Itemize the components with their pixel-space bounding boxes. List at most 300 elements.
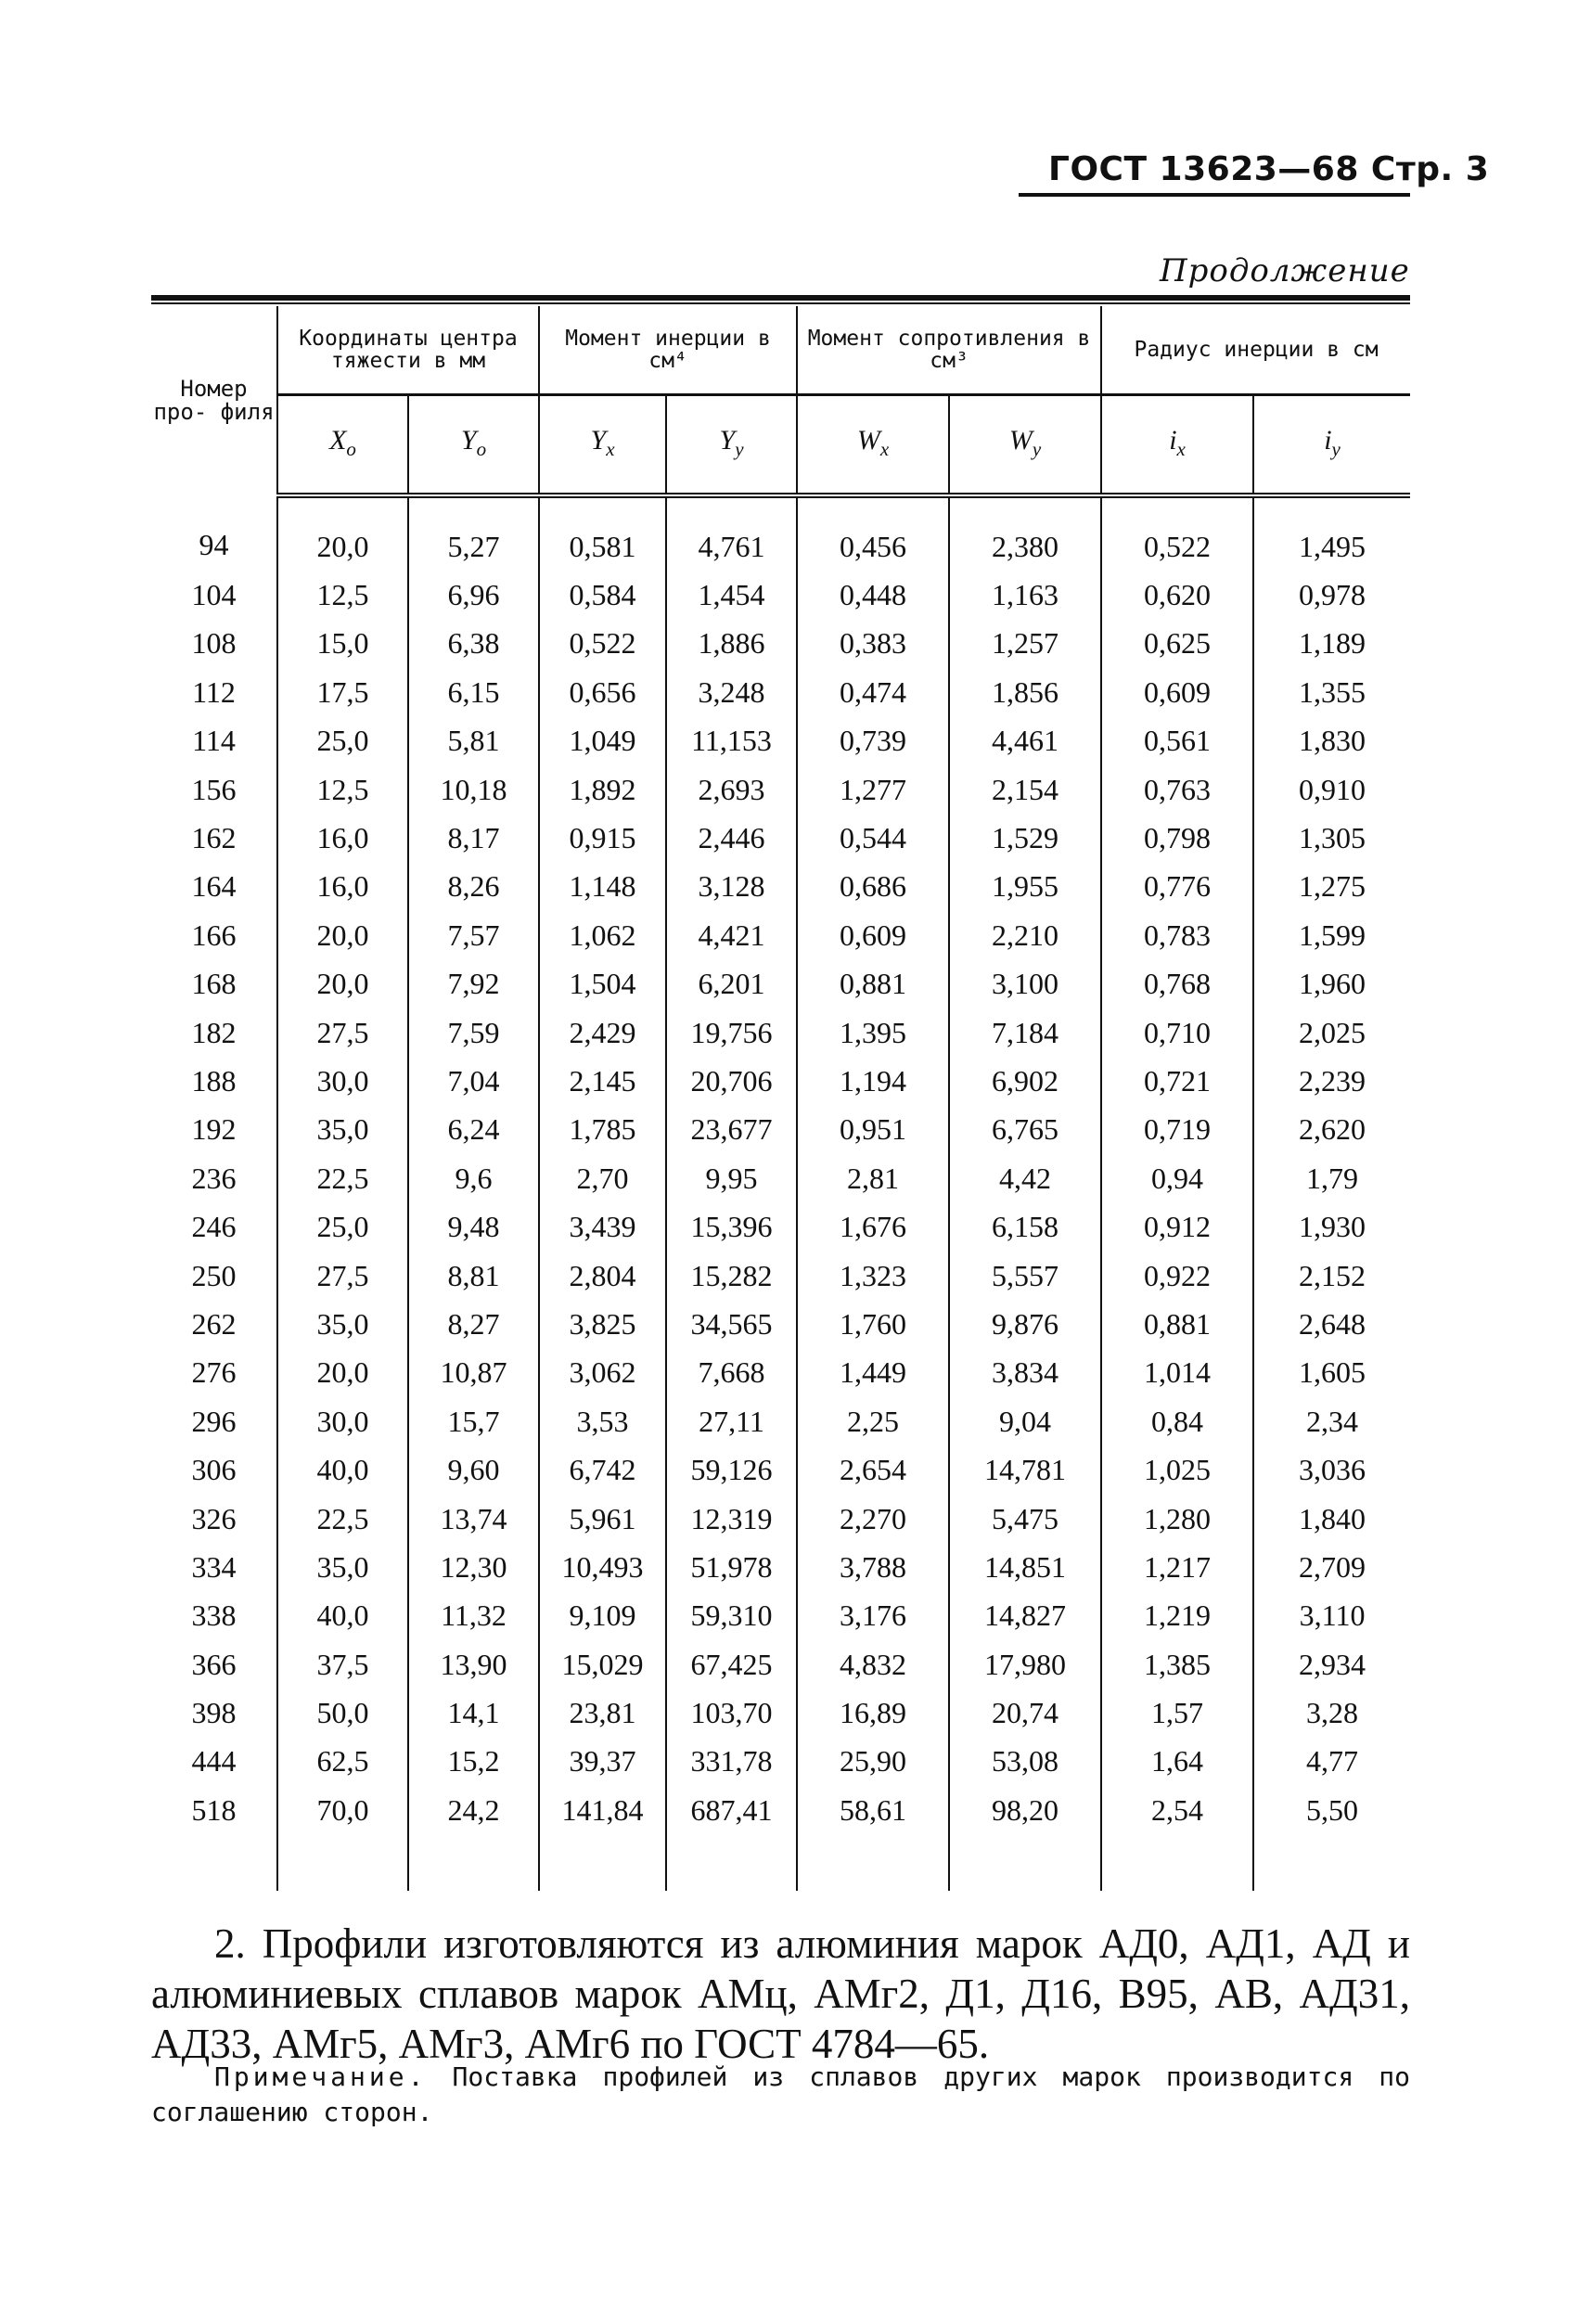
table-cell: 16,0: [277, 863, 408, 911]
table-cell: 0,625: [1101, 620, 1253, 668]
col-y0: $Y_o$: [408, 395, 539, 496]
table-cell: 50,0: [277, 1688, 408, 1737]
table-cell: 0,881: [797, 960, 949, 1008]
table-cell: 6,902: [949, 1057, 1101, 1105]
table-cell: 12,5: [277, 571, 408, 619]
profile-number-cell: 182: [191, 1015, 237, 1049]
table-cell: 0,581: [539, 495, 666, 571]
table-cell: 1,676: [797, 1202, 949, 1251]
table-row: [151, 1445, 1410, 1494]
table-cell: 23,677: [666, 1106, 797, 1154]
table-cell: 6,765: [949, 1106, 1101, 1154]
table-cell: 7,57: [408, 911, 539, 959]
table-cell: 35,0: [277, 1543, 408, 1591]
table-row: [151, 1495, 1410, 1543]
table-cell: 12,30: [408, 1543, 539, 1591]
table-cell: 1,049: [539, 717, 666, 765]
table-row: [151, 495, 1410, 571]
table-cell: 20,74: [949, 1688, 1101, 1737]
table-row: [151, 911, 1410, 959]
table-cell: 3,036: [1253, 1445, 1410, 1494]
header-moment-of-inertia: Момент инерции в см⁴: [539, 306, 797, 395]
table-cell: 2,446: [666, 814, 797, 862]
table-cell: 5,557: [949, 1252, 1101, 1300]
table-cell: 4,42: [949, 1154, 1101, 1202]
spacer-cell: [1101, 1835, 1253, 1891]
table-cell: 20,706: [666, 1057, 797, 1105]
table-cell: 25,0: [277, 717, 408, 765]
col-iy: $i_y$: [1253, 395, 1410, 496]
profile-number-cell: 326: [191, 1501, 237, 1535]
table-cell: 5,961: [539, 1495, 666, 1543]
table-cell: 1,599: [1253, 911, 1410, 959]
table-row: [151, 1008, 1410, 1057]
table-cell: 30,0: [277, 1397, 408, 1445]
table-cell: 2,154: [949, 765, 1101, 814]
table-cell: 1,64: [1101, 1738, 1253, 1786]
table-row: [151, 571, 1410, 619]
table-cell: 0,951: [797, 1106, 949, 1154]
table-cell: 3,834: [949, 1349, 1101, 1397]
profile-number-cell: 168: [191, 967, 237, 1001]
table-cell: 0,763: [1101, 765, 1253, 814]
table-row: [151, 1688, 1410, 1737]
table-cell: 1,785: [539, 1106, 666, 1154]
table-cell: 2,210: [949, 911, 1101, 959]
table-cell: 687,41: [666, 1786, 797, 1834]
table-cell: 23,81: [539, 1688, 666, 1737]
spacer-cell: [151, 1835, 277, 1891]
table-cell: 2,152: [1253, 1252, 1410, 1300]
table-cell: 1,163: [949, 571, 1101, 619]
table-cell: 1,504: [539, 960, 666, 1008]
spacer-cell: [539, 1835, 666, 1891]
table-cell: 7,59: [408, 1008, 539, 1057]
profile-number-cell: 246: [191, 1210, 237, 1244]
col-jy: $Y_y$: [666, 395, 797, 496]
profile-properties-table: [151, 306, 1410, 1891]
table-cell: 3,110: [1253, 1592, 1410, 1640]
table-cell: 14,851: [949, 1543, 1101, 1591]
table-cell: 2,709: [1253, 1543, 1410, 1591]
table-cell: 0,94: [1101, 1154, 1253, 1202]
table-row: [151, 814, 1410, 862]
table-cell: 22,5: [277, 1154, 408, 1202]
table-cell: 35,0: [277, 1300, 408, 1348]
table-cell: 15,396: [666, 1202, 797, 1251]
table-top-rule-thin: [151, 302, 1410, 304]
spacer-cell: [666, 1835, 797, 1891]
table-cell: 8,26: [408, 863, 539, 911]
continuation-label: Продолжение: [1160, 252, 1410, 289]
profile-number-cell: 192: [191, 1112, 237, 1147]
table-cell: 17,5: [277, 668, 408, 716]
table-cell: 0,522: [1101, 495, 1253, 571]
table-row: [151, 1397, 1410, 1445]
table-cell: 15,029: [539, 1640, 666, 1688]
table-row: [151, 1786, 1410, 1834]
profile-number-cell: 94: [199, 528, 229, 562]
table-cell: 10,87: [408, 1349, 539, 1397]
col-profile-number: Номер про- филя: [153, 376, 275, 425]
table-cell: 6,24: [408, 1106, 539, 1154]
table-cell: 51,978: [666, 1543, 797, 1591]
table-row: [151, 1154, 1410, 1202]
materials-text: 2. Профили изготовляются из алюминия марок АД0, АД1, АД и алюминиевых сплавов марок АМц, АМг2, Д1, Д16, В95, АВ, АД31, АД33, АМг5, АМг3, АМг6 по ГОСТ 4784—65.: [151, 1920, 1410, 2067]
table-cell: 2,654: [797, 1445, 949, 1494]
table-cell: 1,219: [1101, 1592, 1253, 1640]
table-cell: 0,768: [1101, 960, 1253, 1008]
table-cell: 40,0: [277, 1592, 408, 1640]
table-cell: 0,609: [1101, 668, 1253, 716]
table-cell: 1,025: [1101, 1445, 1253, 1494]
table-row: [151, 1543, 1410, 1591]
table-cell: 58,61: [797, 1786, 949, 1834]
table-cell: 59,310: [666, 1592, 797, 1640]
table-cell: 1,886: [666, 620, 797, 668]
table-cell: 11,32: [408, 1592, 539, 1640]
table-cell: 1,355: [1253, 668, 1410, 716]
table-cell: 0,912: [1101, 1202, 1253, 1251]
table-cell: 2,693: [666, 765, 797, 814]
header-center-of-gravity: Координаты центра тяжести в мм: [277, 306, 539, 395]
table-cell: 1,955: [949, 863, 1101, 911]
profile-number-cell: 276: [191, 1355, 237, 1390]
table-cell: 2,380: [949, 495, 1101, 571]
table-cell: 35,0: [277, 1106, 408, 1154]
table-cell: 12,5: [277, 765, 408, 814]
table-cell: 0,456: [797, 495, 949, 571]
table-cell: 53,08: [949, 1738, 1101, 1786]
table-cell: 0,710: [1101, 1008, 1253, 1057]
table-cell: 3,788: [797, 1543, 949, 1591]
table-cell: 2,81: [797, 1154, 949, 1202]
profile-number-cell: 262: [191, 1306, 237, 1341]
table-cell: 20,0: [277, 911, 408, 959]
table-cell: 2,239: [1253, 1057, 1410, 1105]
col-x0: $X_o$: [277, 395, 408, 496]
spacer-cell: [277, 1835, 408, 1891]
table-cell: 4,761: [666, 495, 797, 571]
table-cell: 9,60: [408, 1445, 539, 1494]
table-cell: 3,100: [949, 960, 1101, 1008]
table-cell: 0,915: [539, 814, 666, 862]
table-row: [151, 960, 1410, 1008]
table-cell: 9,6: [408, 1154, 539, 1202]
spacer-cell: [1253, 1835, 1410, 1891]
table-row: [151, 620, 1410, 668]
table-cell: 2,648: [1253, 1300, 1410, 1348]
table-cell: 1,323: [797, 1252, 949, 1300]
table-cell: 1,449: [797, 1349, 949, 1397]
table-top-rule: [151, 295, 1410, 301]
table-cell: 27,11: [666, 1397, 797, 1445]
spacer-cell: [949, 1835, 1101, 1891]
table-cell: 2,25: [797, 1397, 949, 1445]
table-cell: 2,34: [1253, 1397, 1410, 1445]
table-cell: 1,148: [539, 863, 666, 911]
table-cell: 1,830: [1253, 717, 1410, 765]
table-cell: 0,84: [1101, 1397, 1253, 1445]
table-cell: 9,876: [949, 1300, 1101, 1348]
table-cell: 9,48: [408, 1202, 539, 1251]
profile-number-cell: 156: [191, 772, 237, 806]
table-cell: 2,804: [539, 1252, 666, 1300]
table-cell: 2,934: [1253, 1640, 1410, 1688]
col-wy: $W_y$: [949, 395, 1101, 496]
table-cell: 34,565: [666, 1300, 797, 1348]
table-cell: 24,2: [408, 1786, 539, 1834]
table-cell: 6,201: [666, 960, 797, 1008]
table-cell: 331,78: [666, 1738, 797, 1786]
table-cell: 1,930: [1253, 1202, 1410, 1251]
table-cell: 1,217: [1101, 1543, 1253, 1591]
profile-number-cell: 306: [191, 1453, 237, 1487]
table-cell: 59,126: [666, 1445, 797, 1494]
profile-number-cell: 250: [191, 1258, 237, 1292]
table-cell: 8,27: [408, 1300, 539, 1348]
table-cell: 7,04: [408, 1057, 539, 1105]
table-cell: 5,50: [1253, 1786, 1410, 1834]
table-cell: 9,95: [666, 1154, 797, 1202]
table-cell: 15,0: [277, 620, 408, 668]
profile-number-cell: 338: [191, 1599, 237, 1633]
profile-number-cell: 112: [192, 674, 236, 709]
table-cell: 0,584: [539, 571, 666, 619]
table-cell: 98,20: [949, 1786, 1101, 1834]
note-text: Поставка профилей из сплавов других марок производится по соглашению сторон.: [151, 2061, 1411, 2127]
spacer-cell: [797, 1835, 949, 1891]
table-cell: 1,395: [797, 1008, 949, 1057]
table-cell: 8,81: [408, 1252, 539, 1300]
table-cell: 141,84: [539, 1786, 666, 1834]
profile-number-cell: 444: [191, 1744, 237, 1778]
table-cell: 14,1: [408, 1688, 539, 1737]
table-cell: 1,495: [1253, 495, 1410, 571]
table-cell: 1,062: [539, 911, 666, 959]
table-cell: 27,5: [277, 1008, 408, 1057]
table-cell: 10,493: [539, 1543, 666, 1591]
table-cell: 0,721: [1101, 1057, 1253, 1105]
table-cell: 0,620: [1101, 571, 1253, 619]
table-cell: 5,475: [949, 1495, 1101, 1543]
table-row: [151, 1592, 1410, 1640]
profile-number-cell: 296: [191, 1404, 237, 1438]
profile-number-cell: 164: [191, 869, 237, 904]
table-cell: 9,109: [539, 1592, 666, 1640]
table-cell: 0,544: [797, 814, 949, 862]
table-row: [151, 1300, 1410, 1348]
table-cell: 22,5: [277, 1495, 408, 1543]
table-row: [151, 765, 1410, 814]
profile-number-cell: 398: [191, 1696, 237, 1730]
table-cell: 37,5: [277, 1640, 408, 1688]
table-cell: 12,319: [666, 1495, 797, 1543]
table-cell: 15,282: [666, 1252, 797, 1300]
table-cell: 10,18: [408, 765, 539, 814]
note-block: [151, 2060, 1410, 2130]
table-cell: 6,742: [539, 1445, 666, 1494]
table-cell: 0,798: [1101, 814, 1253, 862]
table-cell: 3,062: [539, 1349, 666, 1397]
table-row: [151, 1106, 1410, 1154]
table-cell: 3,128: [666, 863, 797, 911]
table-cell: 1,189: [1253, 620, 1410, 668]
table-cell: 9,04: [949, 1397, 1101, 1445]
document-reference: ГОСТ 13623—68 Стр. 3: [1048, 150, 1490, 188]
table-cell: 1,257: [949, 620, 1101, 668]
table-cell: 1,79: [1253, 1154, 1410, 1202]
table-cell: 0,522: [539, 620, 666, 668]
table-cell: 6,15: [408, 668, 539, 716]
table-cell: 6,158: [949, 1202, 1101, 1251]
table-cell: 5,81: [408, 717, 539, 765]
profile-number-cell: 166: [191, 918, 237, 952]
profile-number-cell: 108: [191, 626, 237, 661]
table-cell: 40,0: [277, 1445, 408, 1494]
table-cell: 0,922: [1101, 1252, 1253, 1300]
table-cell: 3,176: [797, 1592, 949, 1640]
table-cell: 4,77: [1253, 1738, 1410, 1786]
table-cell: 13,90: [408, 1640, 539, 1688]
table-cell: 6,96: [408, 571, 539, 619]
table-cell: 1,856: [949, 668, 1101, 716]
table-cell: 11,153: [666, 717, 797, 765]
profile-number-cell: 366: [191, 1647, 237, 1681]
table-cell: 67,425: [666, 1640, 797, 1688]
table-cell: 30,0: [277, 1057, 408, 1105]
table-cell: 0,474: [797, 668, 949, 716]
table-cell: 0,719: [1101, 1106, 1253, 1154]
table-cell: 0,609: [797, 911, 949, 959]
table-cell: 2,270: [797, 1495, 949, 1543]
table-cell: 1,605: [1253, 1349, 1410, 1397]
table-cell: 0,561: [1101, 717, 1253, 765]
table-spacer-row: [151, 1835, 1410, 1891]
table-row: [151, 668, 1410, 716]
table-cell: 0,448: [797, 571, 949, 619]
header-section-modulus: Момент сопротивления в см³: [797, 306, 1101, 395]
table-cell: 14,827: [949, 1592, 1101, 1640]
table-cell: 2,70: [539, 1154, 666, 1202]
table-cell: 103,70: [666, 1688, 797, 1737]
col-wx: $W_x$: [797, 395, 949, 496]
table-cell: 4,832: [797, 1640, 949, 1688]
note-label: Примечание.: [214, 2061, 428, 2092]
table-cell: 70,0: [277, 1786, 408, 1834]
profile-number-cell: 236: [191, 1161, 237, 1195]
table-cell: 0,783: [1101, 911, 1253, 959]
profile-number-cell: 518: [191, 1792, 237, 1827]
table-cell: 16,0: [277, 814, 408, 862]
profile-number-cell: 188: [191, 1063, 237, 1098]
table-cell: 3,439: [539, 1202, 666, 1251]
table-cell: 0,881: [1101, 1300, 1253, 1348]
profile-number-cell: 334: [191, 1549, 237, 1584]
table-cell: 7,668: [666, 1349, 797, 1397]
table-row: [151, 1252, 1410, 1300]
table-cell: 0,656: [539, 668, 666, 716]
table-cell: 1,840: [1253, 1495, 1410, 1543]
profile-number-cell: 104: [191, 578, 237, 612]
table-cell: 17,980: [949, 1640, 1101, 1688]
table-cell: 1,194: [797, 1057, 949, 1105]
table-cell: 1,892: [539, 765, 666, 814]
table-cell: 3,825: [539, 1300, 666, 1348]
table-row: [151, 1738, 1410, 1786]
table-cell: 0,739: [797, 717, 949, 765]
table-cell: 15,2: [408, 1738, 539, 1786]
table-cell: 1,277: [797, 765, 949, 814]
table-cell: 1,760: [797, 1300, 949, 1348]
table-cell: 7,184: [949, 1008, 1101, 1057]
header-rule: [1019, 193, 1410, 197]
col-ix: $i_x$: [1101, 395, 1253, 496]
table-cell: 1,57: [1101, 1688, 1253, 1737]
table-cell: 0,686: [797, 863, 949, 911]
table-cell: 0,978: [1253, 571, 1410, 619]
table-row: [151, 1202, 1410, 1251]
table-cell: 7,92: [408, 960, 539, 1008]
table-cell: 0,383: [797, 620, 949, 668]
table-cell: 1,305: [1253, 814, 1410, 862]
table-row: [151, 1057, 1410, 1105]
table-cell: 19,756: [666, 1008, 797, 1057]
table-cell: 20,0: [277, 960, 408, 1008]
table-cell: 1,529: [949, 814, 1101, 862]
table-row: [151, 863, 1410, 911]
table-body: [151, 495, 1410, 1891]
spacer-cell: [408, 1835, 539, 1891]
table-row: [151, 1349, 1410, 1397]
table-row: [151, 1640, 1410, 1688]
col-jx: $Y_x$: [539, 395, 666, 496]
table-cell: 6,38: [408, 620, 539, 668]
materials-paragraph: [151, 1919, 1410, 2069]
table-cell: 14,781: [949, 1445, 1101, 1494]
table-cell: 1,014: [1101, 1349, 1253, 1397]
table-row: [151, 717, 1410, 765]
table-cell: 1,385: [1101, 1640, 1253, 1688]
table-cell: 20,0: [277, 495, 408, 571]
table-cell: 1,280: [1101, 1495, 1253, 1543]
table-cell: 13,74: [408, 1495, 539, 1543]
table-cell: 2,429: [539, 1008, 666, 1057]
table-cell: 15,7: [408, 1397, 539, 1445]
table-cell: 20,0: [277, 1349, 408, 1397]
table-cell: 4,421: [666, 911, 797, 959]
table-cell: 16,89: [797, 1688, 949, 1737]
table-cell: 0,910: [1253, 765, 1410, 814]
table-cell: 1,275: [1253, 863, 1410, 911]
table-cell: 0,776: [1101, 863, 1253, 911]
table-cell: 3,53: [539, 1397, 666, 1445]
table-cell: 25,0: [277, 1202, 408, 1251]
table-cell: 3,28: [1253, 1688, 1410, 1737]
table-cell: 5,27: [408, 495, 539, 571]
table-cell: 4,461: [949, 717, 1101, 765]
table-cell: 1,960: [1253, 960, 1410, 1008]
header-radius-of-gyration: Радиус инерции в см: [1101, 306, 1410, 395]
profile-number-cell: 162: [191, 821, 237, 855]
table-cell: 1,454: [666, 571, 797, 619]
table-cell: 2,025: [1253, 1008, 1410, 1057]
table-cell: 2,145: [539, 1057, 666, 1105]
profile-number-cell: 114: [192, 724, 236, 758]
table-cell: 8,17: [408, 814, 539, 862]
table-cell: 25,90: [797, 1738, 949, 1786]
table-cell: 2,54: [1101, 1786, 1253, 1834]
